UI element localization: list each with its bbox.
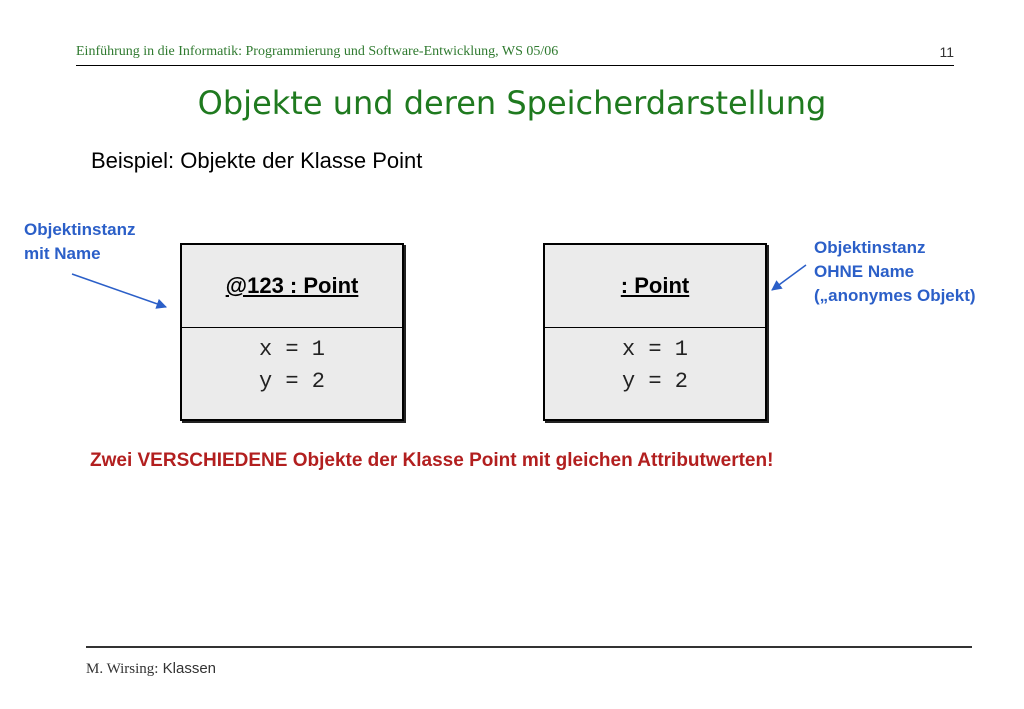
object-attributes bbox=[182, 328, 402, 398]
object-header: @123 : Point bbox=[182, 245, 402, 328]
conclusion-note: Zwei VERSCHIEDENE Objekte der Klasse Point mit gleichen Attributwerten! bbox=[90, 450, 774, 471]
annotation-line: („anonymes Objekt) bbox=[814, 286, 976, 305]
header-divider bbox=[76, 65, 954, 66]
object-header: : Point bbox=[545, 245, 765, 328]
attribute-x: x = 1 bbox=[258, 337, 325, 362]
annotation-line: Objektinstanz bbox=[24, 220, 136, 239]
attribute-x: x = 1 bbox=[621, 337, 688, 362]
right-arrow-icon bbox=[772, 265, 806, 290]
annotation-line: Objektinstanz bbox=[814, 238, 926, 257]
annotation-anonymous-instance bbox=[814, 236, 976, 308]
slide-footer bbox=[86, 660, 216, 678]
annotation-line: mit Name bbox=[24, 244, 101, 263]
page-number: 11 bbox=[939, 44, 954, 60]
object-attributes bbox=[545, 328, 765, 398]
footer-author: M. Wirsing: bbox=[86, 661, 159, 677]
object-box-anonymous bbox=[543, 243, 767, 421]
annotation-named-instance bbox=[24, 218, 135, 266]
course-title: Einführung in die Informatik: Programmierung und Software-Entwicklung, WS 05/06 bbox=[76, 44, 559, 59]
annotation-line: OHNE Name bbox=[814, 262, 915, 281]
footer-divider bbox=[86, 646, 972, 648]
footer-topic: Klassen bbox=[162, 660, 217, 677]
slide-title: Objekte und deren Speicherdarstellung bbox=[197, 84, 827, 122]
slide-subtitle: Beispiel: Objekte der Klasse Point bbox=[91, 148, 423, 173]
attribute-y: y = 2 bbox=[258, 369, 325, 394]
object-box-named bbox=[180, 243, 404, 421]
attribute-y: y = 2 bbox=[621, 369, 688, 394]
left-arrow-icon bbox=[72, 274, 166, 307]
